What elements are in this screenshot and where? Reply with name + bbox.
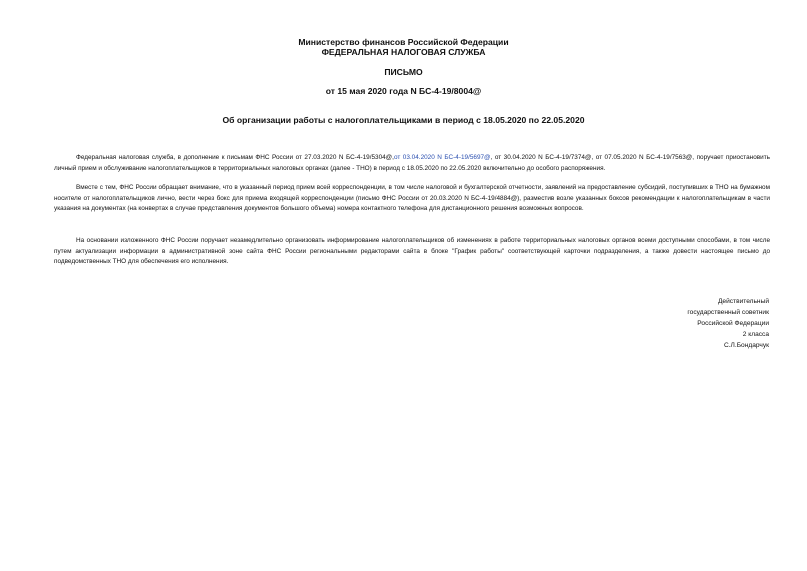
service-name: ФЕДЕРАЛЬНАЯ НАЛОГОВАЯ СЛУЖБА (321, 47, 486, 57)
paragraph-3: На основании изложенного ФНС России поручает незамедлительно организовать информирование налогоплательщиков об изменениях в работе территориальных налоговых органов всеми доступными способами, в том числе путем актуализации информации в административной зоне сайта ФНС России региональными редакторами сайта в блоке "График работы" соответствующей карточки подразделения, а также довести настоящее письмо до подведомственных ТНО для обеспечения его исполнения. (54, 237, 770, 266)
document-subject: Об организации работы с налогоплательщиками в период с 18.05.2020 по 22.05.2020 (222, 115, 585, 125)
signature-title-line-1: Действительный (717, 298, 769, 305)
paragraph-2: Вместе с тем, ФНС России обращает внимание, что в указанный период прием всей корреспонденции, в том числе налоговой и бухгалтерской отчетности, заявлений на предоставление субсидий, поступивших в ТНО на бумажном носителе от налогоплательщиков лично, вести через бокс для приема входящей корреспонденции (письмо ФНС России от 20.03.2020 N БС-4-19/4884@), разместив возле указанных боксов рекомендации к налогоплательщикам в части указания на документах (на конвертах в случае представления документов большого объема) номера контактного телефона для дистанционного решения возможных вопросов. (54, 184, 770, 213)
paragraph-1-text-b: , от 30.04.2020 N БС-4-19/7374@, от 07.05.2020 N БС-4-19/7563@, поручает приостановить личный прием и обслуживание налогоплательщиков в территориальных налоговых органах (далее - ТНО) в период с 18.05.2020 по 22.05.2020 включительно до особого распоряжения. (54, 154, 770, 172)
signature-title-line-4: 2 класса (742, 331, 769, 338)
paragraph-1-text-a: Федеральная налоговая служба, в дополнение к письмам ФНС России от 27.03.2020 N БС-4-19/5304@, (76, 154, 394, 161)
signatory-name: С.Л.Бондарчук (723, 342, 769, 349)
document-type: ПИСЬМО (384, 67, 423, 77)
paragraph-1 (54, 153, 770, 174)
signature-title-line-3: Российской Федерации (697, 320, 769, 327)
signature-title-line-2: государственный советник (687, 309, 769, 316)
ministry-name: Министерство финансов Российской Федерации (298, 37, 509, 47)
letter-reference-link[interactable]: от 03.04.2020 N БС-4-19/5697@ (393, 154, 491, 161)
document-date-number: от 15 мая 2020 года N БС-4-19/8004@ (325, 86, 482, 96)
